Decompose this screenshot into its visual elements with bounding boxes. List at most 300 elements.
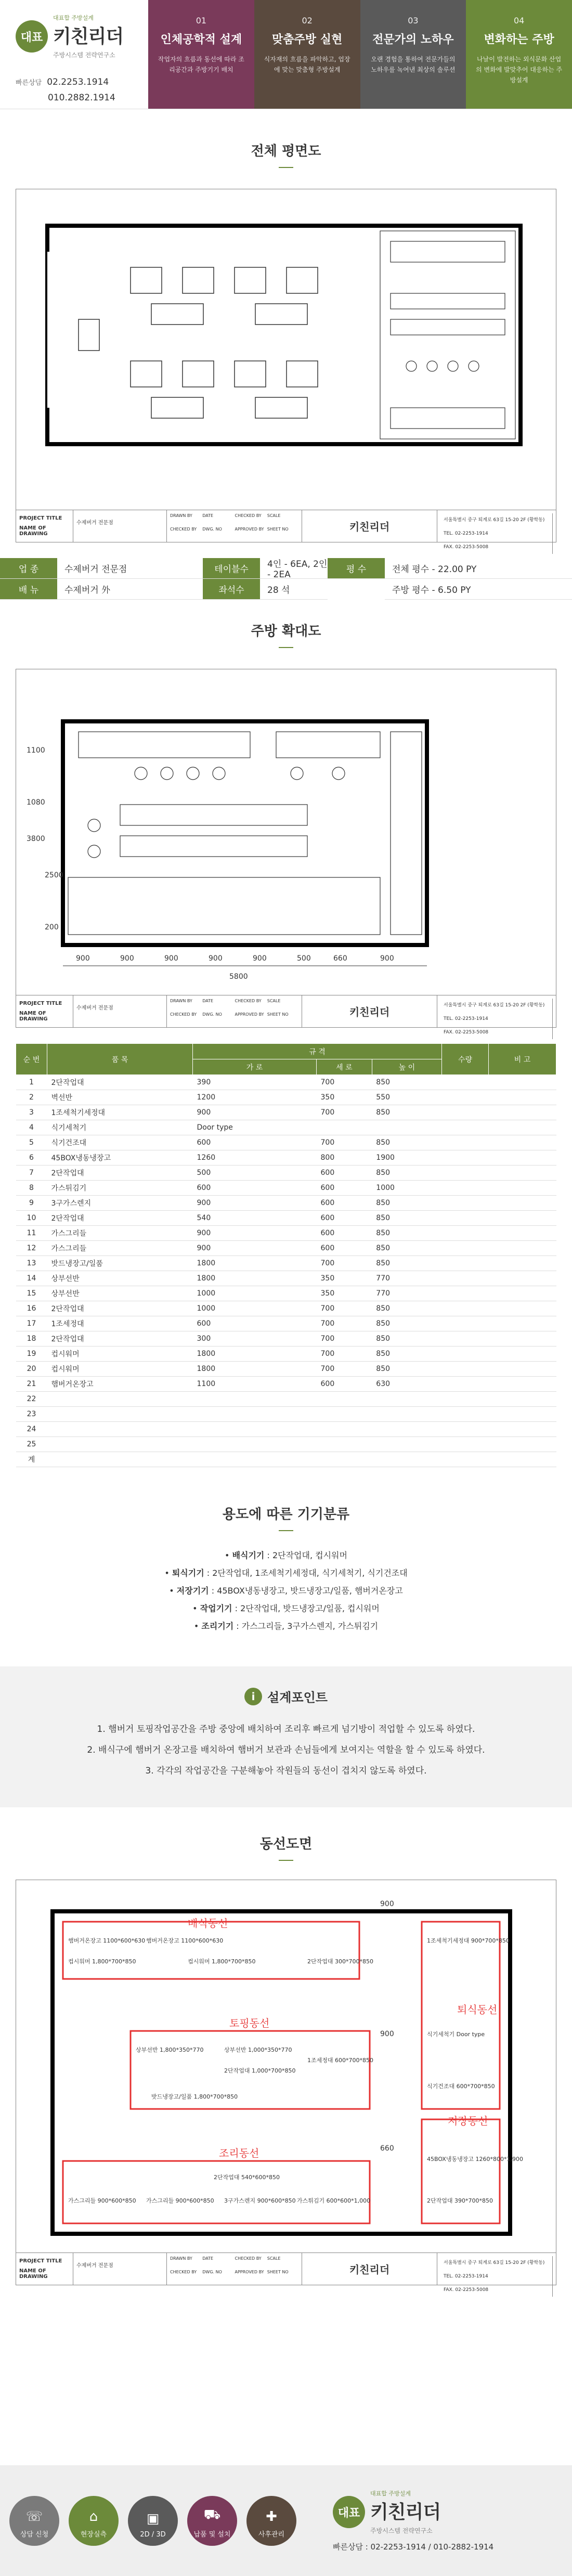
dim-total: 5800: [229, 973, 248, 981]
tb-addr: 서울특별시 중구 퇴계로 63길 15-20 2F (황학동): [440, 999, 553, 1012]
logo-tag: 대표합 주방설계: [53, 15, 94, 21]
table-row: [16, 1181, 556, 1196]
table-row: [16, 1331, 556, 1347]
flow-item: 상부선반 1,800*350*770: [136, 2047, 204, 2053]
table-cell: 45BOX냉동냉장고: [47, 1150, 193, 1166]
table-cell: 2단작업대: [47, 1075, 193, 1090]
table-cell: 17: [16, 1316, 47, 1331]
table-cell: 2단작업대: [47, 1331, 193, 1347]
table-cell: [489, 1226, 556, 1241]
th-spec: 규 격: [193, 1044, 442, 1059]
dim-label: 3800: [27, 835, 45, 843]
flow-item: 2단작업대 300*700*850: [307, 1958, 373, 1965]
table-cell: [193, 1437, 317, 1452]
info-value: 주방 평수 - 6.50 PY: [385, 579, 572, 600]
table-cell: [489, 1120, 556, 1135]
table-cell: [442, 1090, 489, 1105]
table-cell: 21: [16, 1377, 47, 1392]
table-cell: [489, 1166, 556, 1181]
box-title: 인체공학적 설계: [160, 33, 242, 46]
table-cell: [489, 1377, 556, 1392]
flow-item: 3구가스렌지 900*600*850: [224, 2197, 296, 2204]
tb-g: SHEET NO: [267, 1012, 289, 1017]
table-cell: 1800: [193, 1362, 317, 1377]
table-cell: 390: [193, 1075, 317, 1090]
table-cell: [47, 1392, 193, 1407]
logo-tag: 대표합 주방설계: [370, 2490, 411, 2497]
box-desc: 오랜 경험을 통하여 전문가들의 노하우를 녹여낸 최상의 솔루션: [371, 56, 456, 73]
kitchen-area: [380, 231, 515, 439]
tb-drawing-label: NAME OF DRAWING: [19, 2268, 48, 2280]
footer-logo-block: [333, 2489, 493, 2552]
tb-g: CHECKED BY: [170, 2269, 197, 2274]
tb-g: APPROVED BY: [235, 2269, 264, 2274]
contact-label: 빠른상담: [16, 79, 42, 87]
table-cell: 7: [16, 1166, 47, 1181]
table-cell: [442, 1150, 489, 1166]
phone-2[interactable]: 010.2882.1914: [48, 93, 115, 103]
table-cell: 350: [317, 1090, 372, 1105]
table-cell: 850: [372, 1256, 441, 1271]
footer-2d3d-button[interactable]: [128, 2496, 178, 2546]
label-serve: 배식동선: [188, 1917, 228, 1930]
table-cell: [442, 1331, 489, 1347]
table-cell: [489, 1181, 556, 1196]
tb-project-value: 수제버거 전문점: [76, 2262, 113, 2269]
table-cell: 11: [16, 1226, 47, 1241]
table-cell: [489, 1437, 556, 1452]
footer-install-button[interactable]: [187, 2496, 237, 2546]
table-cell: 700: [317, 1347, 372, 1362]
table-row: [16, 1377, 556, 1392]
box-desc: 식자재의 흐름을 파악하고, 업장에 맞는 맞춤형 주방설계: [264, 56, 350, 73]
table-cell: 가스튀김기: [47, 1181, 193, 1196]
logo-badge: 대표: [333, 2496, 365, 2528]
kitchen-plan-drawing: [16, 669, 556, 1035]
flow-drawing: [16, 1880, 556, 2293]
tb-g: CHECKED BY: [235, 999, 262, 1003]
info-label: 좌석수: [203, 579, 260, 600]
table-cell: [442, 1226, 489, 1241]
table-cell: [442, 1135, 489, 1150]
table-cell: [193, 1452, 317, 1467]
label-store: 저장동선: [448, 2115, 488, 2127]
table-cell: [489, 1271, 556, 1286]
table-cell: 16: [16, 1301, 47, 1316]
label-waste: 퇴식동선: [457, 2003, 498, 2016]
table-cell: 700: [317, 1316, 372, 1331]
tb-drawing-label: NAME OF DRAWING: [19, 1011, 48, 1022]
table-cell: 850: [372, 1211, 441, 1226]
footer-label: 사후관리: [258, 2530, 285, 2539]
info-value: 4인 - 6EA, 2인 - 2EA: [260, 558, 328, 579]
box-title: 맞춤주방 실현: [272, 33, 343, 46]
tb-g: APPROVED BY: [235, 1012, 264, 1017]
table-cell: [442, 1452, 489, 1467]
table-cell: 850: [372, 1362, 441, 1377]
table-cell: [47, 1407, 193, 1422]
table-row: [16, 1256, 556, 1271]
class-key: 퇴식기기: [172, 1568, 204, 1578]
box-desc: 나날이 발전하는 외식문화 산업의 변화에 발맞추어 대응하는 주방설계: [476, 56, 563, 84]
table-cell: [489, 1090, 556, 1105]
table-cell: 20: [16, 1362, 47, 1377]
table-cell: 1000: [193, 1286, 317, 1301]
tb-g: SHEET NO: [267, 2269, 289, 2274]
tb-logo: 키친리더: [302, 2253, 437, 2285]
flow-item: 2단작업대 1,000*700*850: [224, 2067, 296, 2074]
th-no: 순 번: [16, 1044, 47, 1075]
dim-label: 1080: [27, 798, 45, 807]
table-cell: 18: [16, 1331, 47, 1347]
tb-g: SCALE: [267, 999, 281, 1003]
table-cell: [442, 1316, 489, 1331]
tb-tel: TEL. 02-2253-1914: [440, 527, 553, 540]
table-cell: 1조세정대: [47, 1316, 193, 1331]
table-cell: 900: [193, 1226, 317, 1241]
footer-logo[interactable]: [333, 2489, 493, 2535]
table-cell: 800: [317, 1150, 372, 1166]
table-row: [16, 1075, 556, 1090]
flow-dim: 660: [380, 2144, 394, 2153]
table-cell: [47, 1437, 193, 1452]
dim-label: 900: [164, 954, 178, 963]
logo-text: 키친리더: [53, 26, 124, 47]
table-cell: [489, 1331, 556, 1347]
tb-g: DATE: [202, 2256, 214, 2261]
info-label: 배 뉴: [0, 579, 57, 600]
table-row: [16, 1105, 556, 1120]
info-value: 전체 평수 - 22.00 PY: [385, 558, 572, 579]
table-cell: 700: [317, 1362, 372, 1377]
tb-g: DWG. NO: [202, 526, 222, 532]
table-cell: 600: [317, 1196, 372, 1211]
table-cell: 850: [372, 1347, 441, 1362]
footer-consult-button[interactable]: [9, 2496, 59, 2546]
table-cell: 12: [16, 1241, 47, 1256]
table-cell: [442, 1166, 489, 1181]
table-cell: [442, 1105, 489, 1120]
tb-logo: 키친리더: [302, 510, 437, 542]
table-cell: [489, 1362, 556, 1377]
table-cell: 850: [372, 1075, 441, 1090]
flow-item: 2단작업대 540*600*850: [214, 2174, 280, 2181]
table-cell: [317, 1452, 372, 1467]
table-row: [16, 1120, 556, 1135]
flow-item: 햄버거온장고 1100*600*630: [68, 1937, 146, 1944]
table-row: [16, 1241, 556, 1256]
tb-fax: FAX. 02-2253-5008: [440, 1026, 553, 1039]
class-value: 2단작업대, 밧드냉장고/일품, 컵시워머: [240, 1603, 380, 1613]
box-desc: 작업자의 흐름과 동선에 따라 조리공간과 주방기기 배치: [158, 56, 244, 73]
table-cell: 350: [317, 1271, 372, 1286]
flow-item: 45BOX냉동냉장고 1260*800*1,900: [427, 2156, 523, 2163]
zone-store: [422, 2119, 500, 2223]
table-cell: [317, 1120, 372, 1135]
table-cell: 1200: [193, 1090, 317, 1105]
table-cell: 700: [317, 1075, 372, 1090]
table-cell: 밧드냉장고/일품: [47, 1256, 193, 1271]
table-row: [16, 1407, 556, 1422]
tb-g: SHEET NO: [267, 526, 289, 532]
table-cell: 850: [372, 1301, 441, 1316]
table-cell: 2단작업대: [47, 1301, 193, 1316]
table-cell: 1800: [193, 1347, 317, 1362]
dim-label: 2500: [45, 871, 63, 879]
tb-g: APPROVED BY: [235, 526, 264, 532]
drawing-icon: ▣: [146, 2510, 160, 2527]
table-cell: 300: [193, 1331, 317, 1347]
table-cell: 1260: [193, 1150, 317, 1166]
tb-g: SCALE: [267, 2256, 281, 2261]
table-cell: [372, 1392, 441, 1407]
table-cell: [317, 1422, 372, 1437]
table-row: [16, 1316, 556, 1331]
table-cell: [442, 1422, 489, 1437]
table-cell: 2단작업대: [47, 1166, 193, 1181]
tb-project-label: PROJECT TITLE: [19, 2258, 62, 2264]
truck-icon: ⛟: [203, 2506, 221, 2522]
class-key: 조리기기: [201, 1621, 234, 1631]
table-cell: 6: [16, 1150, 47, 1166]
header-box-4: [466, 0, 572, 109]
table-row: [16, 1437, 556, 1452]
table-cell: [317, 1437, 372, 1452]
tb-fax: FAX. 02-2253-5008: [440, 2283, 553, 2297]
table-cell: [193, 1422, 317, 1437]
flow-item: 가스그리들 900*600*850: [146, 2197, 214, 2204]
table-cell: 상부선반: [47, 1271, 193, 1286]
footer-measure-button[interactable]: [69, 2496, 119, 2546]
flow-title: 동선도면: [0, 1807, 572, 1861]
class-value: 2단작업대, 1조세척기세정대, 식기세척기, 식기건조대: [212, 1568, 408, 1578]
table-cell: 700: [317, 1301, 372, 1316]
class-value: 가스그리들, 3구가스렌지, 가스튀김기: [241, 1621, 379, 1631]
table-cell: 15: [16, 1286, 47, 1301]
table-cell: 가스그리들: [47, 1226, 193, 1241]
flow-dim: 900: [380, 1900, 394, 1908]
tb-project-value: 수제버거 전문점: [76, 520, 113, 526]
flow-item: 가스그리들 900*600*850: [68, 2197, 136, 2204]
th-h: 높 이: [372, 1059, 441, 1075]
class-item: • 작업기기 : 2단작업대, 밧드냉장고/일품, 컵시워머: [192, 1603, 380, 1613]
table-cell: 850: [372, 1196, 441, 1211]
flow-item: 식기건조대 600*700*850: [427, 2083, 495, 2090]
table-cell: 23: [16, 1407, 47, 1422]
table-cell: [442, 1181, 489, 1196]
info-icon: i: [244, 1688, 262, 1705]
table-cell: 5: [16, 1135, 47, 1150]
table-row: [16, 1196, 556, 1211]
table-cell: 가스그리들: [47, 1241, 193, 1256]
table-row: [16, 1150, 556, 1166]
table-cell: 1100: [193, 1377, 317, 1392]
table-cell: 식기세척기: [47, 1120, 193, 1135]
tb-g: DATE: [202, 999, 214, 1003]
table-cell: 850: [372, 1166, 441, 1181]
table-cell: [489, 1286, 556, 1301]
table-cell: [442, 1211, 489, 1226]
footer-contact[interactable]: 빠른상담 : 02-2253-1914 / 010-2882-1914: [333, 2542, 494, 2552]
table-cell: [489, 1422, 556, 1437]
table-row: [16, 1301, 556, 1316]
table-cell: 13: [16, 1256, 47, 1271]
table-cell: [442, 1437, 489, 1452]
class-value: 45BOX냉동냉장고, 밧드냉장고/일품, 햄버거온장고: [217, 1586, 403, 1596]
table-cell: [442, 1120, 489, 1135]
table-cell: 850: [372, 1226, 441, 1241]
info-value: 수제버거 전문점: [57, 558, 203, 579]
table-cell: [47, 1452, 193, 1467]
table-row: [16, 1226, 556, 1241]
logo-sub: 주방시스템 전략연구소: [370, 2527, 433, 2534]
equipment-table: [16, 1043, 556, 1467]
care-icon: ✚: [266, 2508, 277, 2525]
box-title: 변화하는 주방: [484, 33, 554, 46]
dim-label: 900: [76, 954, 90, 963]
table-cell: 700: [317, 1135, 372, 1150]
table-cell: [442, 1271, 489, 1286]
flow-item: 식기세척기 Door type: [427, 2031, 485, 2038]
table-cell: [489, 1075, 556, 1090]
th-qty: 수량: [442, 1044, 489, 1075]
table-cell: 700: [317, 1105, 372, 1120]
flow-item: 2단작업대 390*700*850: [427, 2197, 493, 2204]
footer-label: 2D / 3D: [140, 2530, 166, 2539]
full-plan-drawing: [16, 189, 556, 550]
tb-logo: 키친리더: [302, 995, 437, 1027]
table-cell: [442, 1196, 489, 1211]
tb-g: CHECKED BY: [235, 2256, 262, 2261]
table-row: [16, 1166, 556, 1181]
design-points: [0, 1666, 572, 1807]
table-cell: [489, 1105, 556, 1120]
header-box-2: [254, 0, 360, 109]
table-cell: [442, 1286, 489, 1301]
table-cell: 컵시워머: [47, 1362, 193, 1377]
table-cell: [489, 1135, 556, 1150]
table-row: [16, 1392, 556, 1407]
table-cell: [489, 1452, 556, 1467]
table-cell: [372, 1437, 441, 1452]
table-cell: 상부선반: [47, 1286, 193, 1301]
table-cell: 컵시워머: [47, 1347, 193, 1362]
table-cell: 600: [317, 1166, 372, 1181]
table-cell: [489, 1316, 556, 1331]
table-cell: 900: [193, 1196, 317, 1211]
full-plan-title: 전체 평면도: [0, 109, 572, 168]
phone-icon: ☏: [25, 2508, 43, 2525]
tb-g: CHECKED BY: [170, 526, 197, 532]
table-cell: 350: [317, 1286, 372, 1301]
flow-item: 밧드냉장고/일품 1,800*700*850: [151, 2093, 238, 2100]
table-cell: 550: [372, 1090, 441, 1105]
tb-fax: FAX. 02-2253-5008: [440, 540, 553, 554]
points-header: [0, 1687, 572, 1705]
table-cell: 600: [317, 1181, 372, 1196]
table-cell: 600: [193, 1135, 317, 1150]
tb-addr: 서울특별시 중구 퇴계로 63길 15-20 2F (황학동): [440, 2256, 553, 2270]
box-num: 03: [408, 16, 419, 25]
table-cell: 900: [193, 1105, 317, 1120]
logo[interactable]: [16, 14, 133, 59]
table-cell: 700: [317, 1256, 372, 1271]
table-cell: 4: [16, 1120, 47, 1135]
table-cell: [489, 1392, 556, 1407]
table-cell: 3: [16, 1105, 47, 1120]
footer-label: 납품 및 설치: [193, 2530, 231, 2539]
point-item: 3. 각각의 작업공간을 구분해놓아 작원들의 동선이 겹치지 않도록 하였다.: [145, 1766, 427, 1776]
table-cell: 770: [372, 1271, 441, 1286]
table-cell: 1800: [193, 1271, 317, 1286]
table-cell: [442, 1241, 489, 1256]
phone-1[interactable]: 02.2253.1914: [47, 77, 109, 87]
table-cell: 850: [372, 1241, 441, 1256]
footer-label: 현장실측: [80, 2530, 107, 2539]
flow-item: 상부선반 1,000*350*770: [224, 2047, 292, 2053]
table-cell: 850: [372, 1105, 441, 1120]
tb-project-label: PROJECT TITLE: [19, 515, 62, 521]
equipment-table-body: [16, 1075, 556, 1467]
tb-g: DWG. NO: [202, 2269, 222, 2274]
table-cell: 600: [317, 1241, 372, 1256]
title-block: [16, 2253, 556, 2293]
table-row: [16, 1452, 556, 1467]
points-list: [0, 1719, 572, 1781]
table-cell: 24: [16, 1422, 47, 1437]
table-cell: 500: [193, 1166, 317, 1181]
table-cell: [442, 1392, 489, 1407]
flow-item: 햄버거온장고 1100*600*630: [146, 1937, 224, 1944]
table-cell: 700: [317, 1331, 372, 1347]
tb-g: SCALE: [267, 513, 281, 518]
tb-g: CHECKED BY: [235, 513, 262, 518]
table-cell: 1000: [372, 1181, 441, 1196]
tb-g: DRAWN BY: [170, 999, 192, 1003]
th-w: 가 로: [193, 1059, 317, 1075]
flow-items: [68, 1937, 523, 2204]
tb-project-label: PROJECT TITLE: [19, 1001, 62, 1006]
table-cell: 22: [16, 1392, 47, 1407]
point-item: 2. 배식구에 햄버거 온장고를 배치하여 햄버거 보관과 손님들에게 보여지는 역할을 할 수 있도록 하였다.: [87, 1745, 485, 1755]
table-cell: [489, 1241, 556, 1256]
kitchen-plan-title: 주방 확대도: [0, 600, 572, 648]
table-cell: 2: [16, 1090, 47, 1105]
table-cell: 식기건조대: [47, 1135, 193, 1150]
logo-sub: 주방시스템 전략연구소: [53, 51, 115, 59]
table-cell: [317, 1392, 372, 1407]
table-row: [16, 1362, 556, 1377]
dim-label: 900: [380, 954, 394, 963]
zone-cook: [63, 2161, 370, 2223]
table-cell: [193, 1407, 317, 1422]
footer-aftercare-button[interactable]: [246, 2496, 296, 2546]
class-item: • 배식기기 : 2단작업대, 컵시워머: [225, 1550, 347, 1560]
table-row: [16, 1090, 556, 1105]
info-value: 수제버거 外: [57, 579, 203, 600]
title-block: [16, 995, 556, 1035]
box-title: 전문가의 노하우: [372, 33, 454, 46]
table-cell: 9: [16, 1196, 47, 1211]
tb-g: DWG. NO: [202, 1012, 222, 1017]
dim-label: 500: [297, 954, 311, 963]
logo-badge: 대표: [16, 20, 48, 53]
th-name: 품 목: [47, 1044, 193, 1075]
label-topping: 토핑동선: [229, 2017, 270, 2029]
table-cell: [372, 1120, 441, 1135]
table-cell: 600: [193, 1316, 317, 1331]
th-note: 비 고: [489, 1044, 556, 1075]
